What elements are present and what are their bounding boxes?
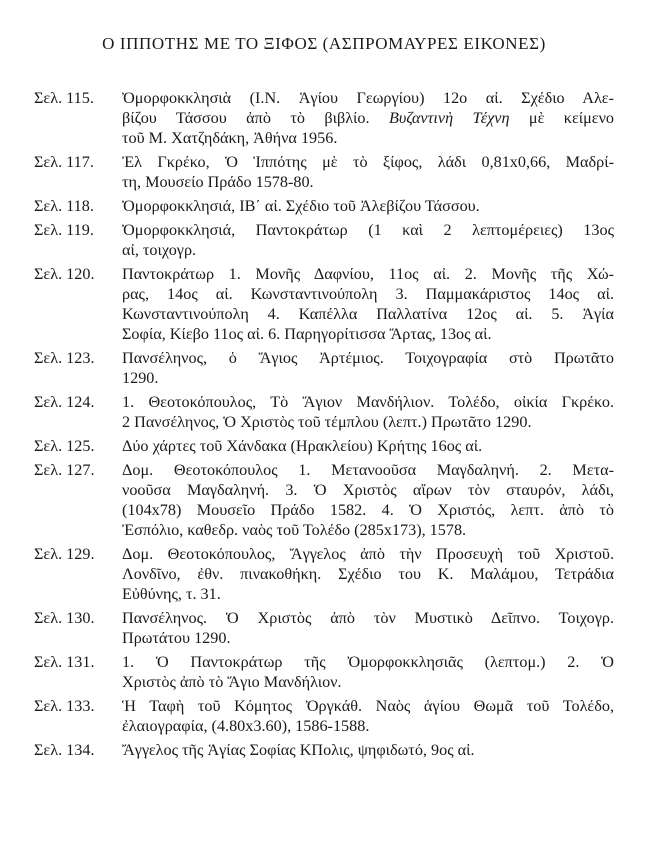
list-item <box>34 460 614 540</box>
caption-line: Ἐλ Γκρέκο, Ὁ Ἱππότης μὲ τὸ ξίφος, λάδι 0,81x0,66, Μαδρί- <box>122 153 614 171</box>
page-reference: Σελ. 129. <box>34 545 95 563</box>
list-item <box>34 220 614 260</box>
caption-text <box>122 740 614 760</box>
caption-line: ρας, 14ος αἰ. Κωνσταντινούπολη 3. Παμμακάριστος 14ος αἰ. <box>122 285 614 303</box>
caption-line: νοοῦσα Μαγδαληνή. 3. Ὁ Χριστὸς αἴρων τὸν σταυρόν, λάδι, <box>122 481 614 499</box>
page-reference: Σελ. 131. <box>34 653 95 671</box>
page-reference: Σελ. 125. <box>34 437 95 455</box>
caption-line: ἐλαιογραφία, (4.80x3.60), 1586-1588. <box>122 717 370 735</box>
caption-text <box>122 264 614 344</box>
illustration-list <box>34 88 614 760</box>
list-item <box>34 652 614 692</box>
caption-line: Πανσέληνος, ὁ Ἅγιος Ἀρτέμιος. Τοιχογραφία στὸ Πρωτᾶτο <box>122 349 614 367</box>
caption-line: Λονδῖνο, ἐθν. πινακοθήκη. Σχέδιο του Κ. Μαλάμου, Τετράδια <box>122 565 614 583</box>
page-reference: Σελ. 124. <box>34 393 95 411</box>
caption-text <box>122 220 614 260</box>
caption-text <box>122 460 614 540</box>
caption-line: 1. Ὁ Παντοκράτωρ τῆς Ὀμορφοκκλησιᾶς (λεπτομ.) 2. Ὁ <box>122 653 614 671</box>
page-reference: Σελ. 127. <box>34 461 95 479</box>
caption-line: Χριστὸς ἀπὸ τὸ Ἅγιο Μανδήλιον. <box>122 673 342 691</box>
page-reference: Σελ. 134. <box>34 741 95 759</box>
page-reference: Σελ. 117. <box>34 153 94 171</box>
list-item <box>34 348 614 388</box>
list-item <box>34 196 614 216</box>
caption-line: 1290. <box>122 369 159 387</box>
page-reference: Σελ. 120. <box>34 265 95 283</box>
caption-line: Ὀμορφοκκλησιὰ (Ι.Ν. Ἁγίου Γεωργίου) 12ο αἰ. Σχέδιο Αλε- <box>122 89 614 107</box>
caption-text <box>122 544 614 604</box>
caption-line: Δύο χάρτες τοῦ Χάνδακα (Ηρακλείου) Κρήτης 16ος αἰ. <box>122 437 483 455</box>
caption-line: Κωνσταντινούπολη 4. Καπέλλα Παλλατίνα 12ος αἰ. 5. Ἁγία <box>122 305 614 323</box>
page-title: Ο ΙΠΠΟΤΗΣ ΜΕ ΤΟ ΞΙΦΟΣ (ΑΣΠΡΟΜΑΥΡΕΣ ΕΙΚΟΝΕΣ) <box>102 34 546 53</box>
caption-line: Σοφία, Κίεβο 11ος αἰ. 6. Παρηγορίτισσα Ἄρτας, 13ος αἰ. <box>122 325 492 343</box>
caption-line: Πρωτάτου 1290. <box>122 629 231 647</box>
caption-line: 1. Θεοτοκόπουλος, Τὸ Ἅγιον Μανδήλιον. Τολέδο, οἰκία Γκρέκο. <box>122 393 614 411</box>
caption-line: Ὀμορφοκκλησιά, Παντοκράτωρ (1 καὶ 2 λεπτομέρειες) 13ος <box>122 221 614 239</box>
caption-line: Εὐθύνης, τ. 31. <box>122 585 221 603</box>
list-item <box>34 392 614 432</box>
caption-text <box>122 392 614 432</box>
caption-line: Ὀμορφοκκλησιά, ΙΒ΄ αἰ. Σχέδιο τοῦ Ἀλεβίζου Τάσσου. <box>122 197 480 215</box>
page-reference: Σελ. 115. <box>34 89 94 107</box>
page-reference: Σελ. 130. <box>34 609 95 627</box>
caption-line: (104x78) Μουσεῖο Πράδο 1582. 4. Ὁ Χριστός, λεπτ. ἀπὸ τὸ <box>122 501 614 519</box>
caption-line: Πανσέληνος. Ὁ Χριστὸς ἀπὸ τὸν Μυστικὸ Δεῖπνο. Τοιχογρ. <box>122 609 614 627</box>
list-item <box>34 436 614 456</box>
caption-text <box>122 88 614 148</box>
caption-line: τη, Μουσείο Πράδο 1578-80. <box>122 173 314 191</box>
list-item <box>34 696 614 736</box>
caption-line: Ἐσπόλιο, καθεδρ. ναὸς τοῦ Τολέδο (285x173), 1578. <box>122 521 467 539</box>
caption-line: βίζου Τάσσου ἀπὸ τὸ βιβλίο. Βυζαντινὴ Τέχνη μὲ κείμενο <box>122 109 614 127</box>
caption-line: Δομ. Θεοτοκόπουλος, Ἄγγελος ἀπὸ τὴν Προσευχὴ τοῦ Χριστοῦ. <box>122 545 614 563</box>
list-item <box>34 544 614 604</box>
list-item <box>34 88 614 148</box>
caption-text <box>122 196 614 216</box>
caption-line: 2 Πανσέληνος, Ὁ Χριστὸς τοῦ τέμπλου (λεπτ.) Πρωτᾶτο 1290. <box>122 413 532 431</box>
page-reference: Σελ. 133. <box>34 697 95 715</box>
caption-line: Παντοκράτωρ 1. Μονῆς Δαφνίου, 11ος αἰ. 2. Μονῆς τῆς Χώ- <box>122 265 614 283</box>
page-reference: Σελ. 123. <box>34 349 95 367</box>
caption-line: Ἄγγελος τῆς Ἁγίας Σοφίας ΚΠολις, ψηφιδωτό, 9ος αἰ. <box>122 741 475 759</box>
caption-line: αἰ, τοιχογρ. <box>122 241 197 259</box>
book-title: Βυζαντινὴ Τέχνη <box>388 109 510 127</box>
caption-line: Δομ. Θεοτοκόπουλος 1. Μετανοοῦσα Μαγδαληνή. 2. Μετα- <box>122 461 614 479</box>
caption-line: τοῦ Μ. Χατζηδάκη, Ἀθήνα 1956. <box>122 129 338 147</box>
page-reference: Σελ. 119. <box>34 221 94 239</box>
list-item <box>34 740 614 760</box>
page-reference: Σελ. 118. <box>34 197 94 215</box>
list-item <box>34 152 614 192</box>
caption-text <box>122 608 614 648</box>
caption-text <box>122 152 614 192</box>
caption-text <box>122 696 614 736</box>
caption-text <box>122 436 614 456</box>
caption-text <box>122 348 614 388</box>
caption-text <box>122 652 614 692</box>
list-item <box>34 608 614 648</box>
caption-line: Ἡ Ταφὴ τοῦ Κόμητος Ὀργκάθ. Ναὸς ἁγίου Θωμᾶ τοῦ Τολέδο, <box>122 697 614 715</box>
list-item <box>34 264 614 344</box>
